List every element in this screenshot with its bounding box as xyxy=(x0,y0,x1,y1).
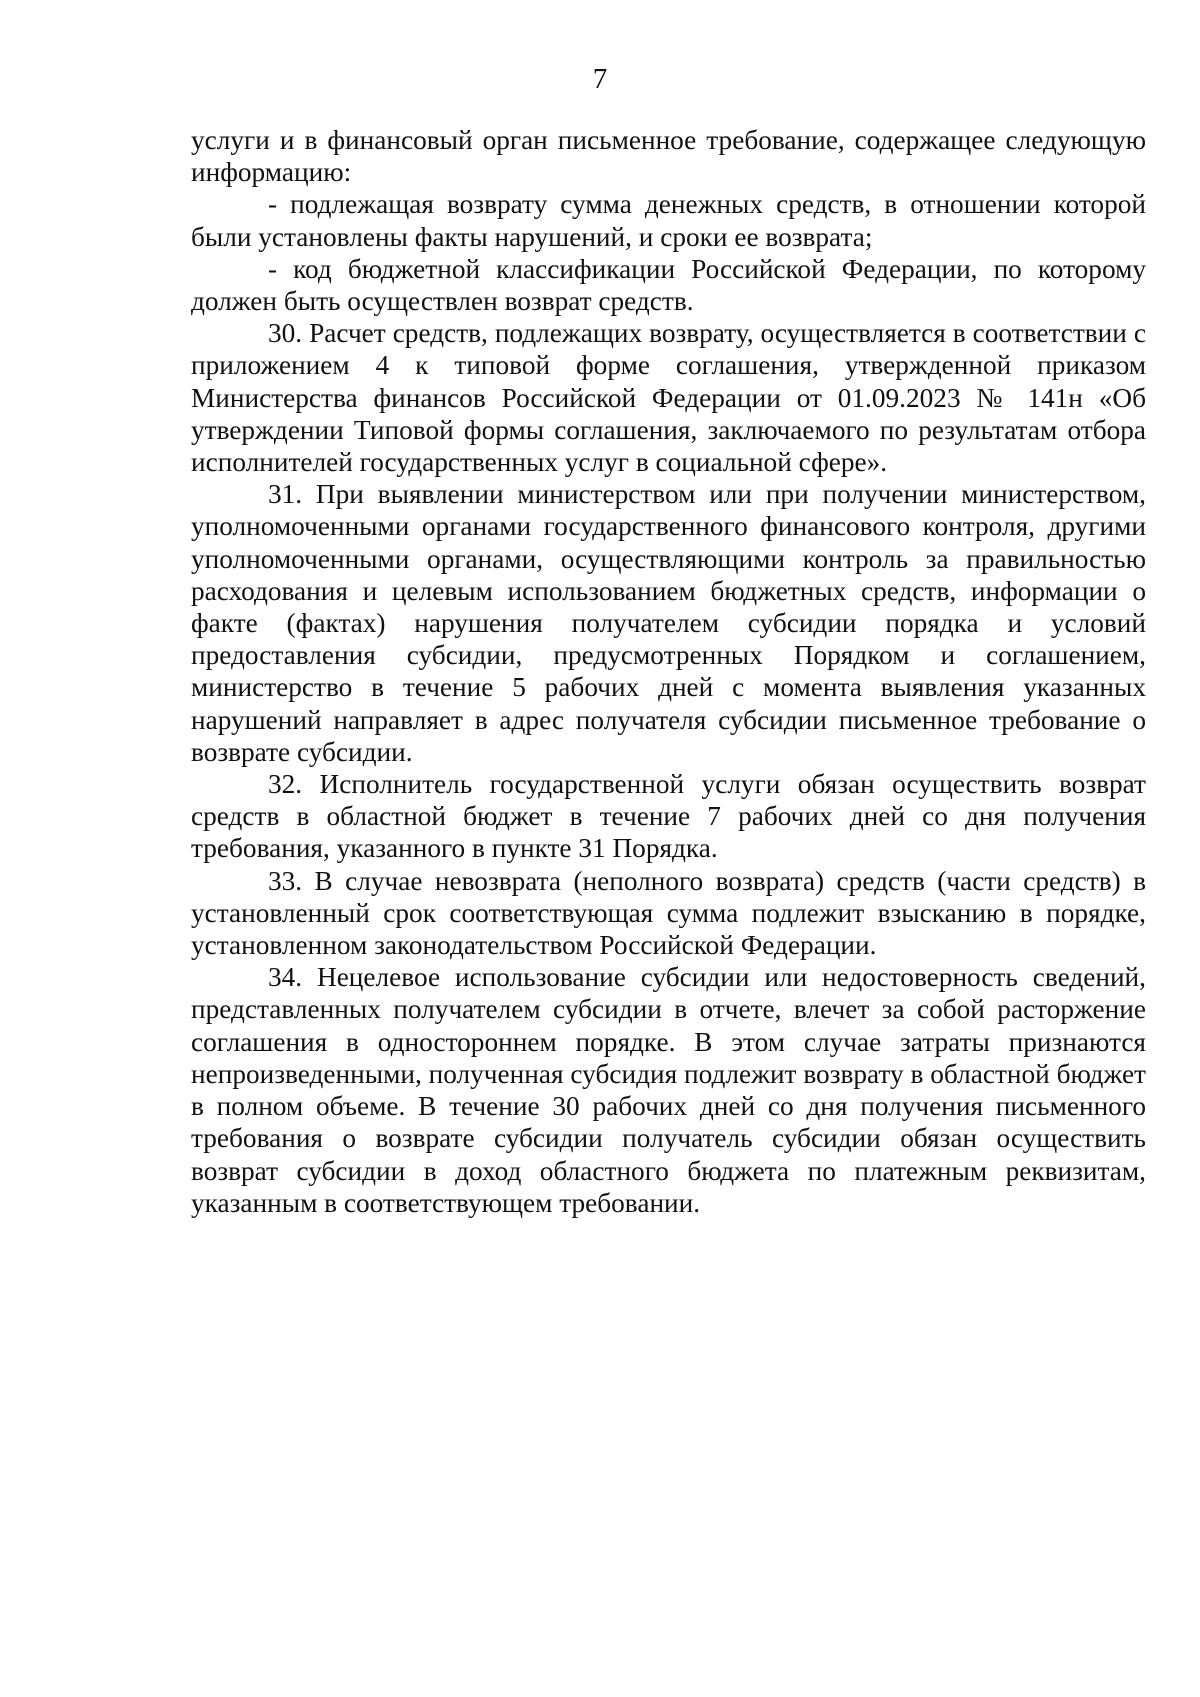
paragraph-34: 34. Нецелевое использование субсидии или недостоверность сведений, представленных получателем субсидии в отчете, влечет за собой расторжение соглашения в одностороннем порядке. В этом случае затраты признаются непроизведенными, полученная субсидия подлежит возврату в областной бюджет в полном объеме. В течение 30 рабочих дней со дня получения письменного требования о возврате субсидии получатель субсидии обязан осуществить возврат субсидии в доход областного бюджета по платежным реквизитам, указанным в соответствующем требовании. xyxy=(191,962,1146,1218)
paragraph-30: 30. Расчет средств, подлежащих возврату, осуществляется в соответствии с приложением 4 к типовой форме соглашения, утвержденной приказом Министерства финансов Российской Федерации от 01.09.2023 № 141н «Об утверждении Типовой формы соглашения, заключаемого по результатам отбора исполнителей государственных услуг в социальной сфере». xyxy=(191,318,1146,478)
list-item-refund-amount: - подлежащая возврату сумма денежных средств, в отношении которой были установлены факты нарушений, и сроки ее возврата; xyxy=(191,189,1146,252)
paragraph-31: 31. При выявлении министерством или при получении министерством, уполномоченными органами государственного финансового контроля, другими уполномоченными органами, осуществляющими контроль за правильностью расходования и целевым использованием бюджетных средств, информации о факте (фактах) нарушения получателем субсидии порядка и условий предоставления субсидии, предусмотренных Порядком и соглашением, министерство в течение 5 рабочих дней с момента выявления указанных нарушений направляет в адрес получателя субсидии письменное требование о возврате субсидии. xyxy=(191,479,1146,767)
document-body xyxy=(191,124,1146,1219)
paragraph-33: 33. В случае невозврата (неполного возврата) средств (части средств) в установленный срок соответствующая сумма подлежит взысканию в порядке, установленном законодательством Российской Федерации. xyxy=(191,865,1146,961)
list-item-budget-code: - код бюджетной классификации Российской Федерации, по которому должен быть осуществлен возврат средств. xyxy=(191,253,1146,317)
paragraph-continuation: услуги и в финансовый орган письменное требование, содержащее следующую информацию: xyxy=(191,125,1146,188)
page-number: 7 xyxy=(592,63,608,95)
paragraph-32: 32. Исполнитель государственной услуги обязан осуществить возврат средств в областной бюджет в течение 7 рабочих дней со дня получения требования, указанного в пункте 31 Порядка. xyxy=(191,769,1146,864)
